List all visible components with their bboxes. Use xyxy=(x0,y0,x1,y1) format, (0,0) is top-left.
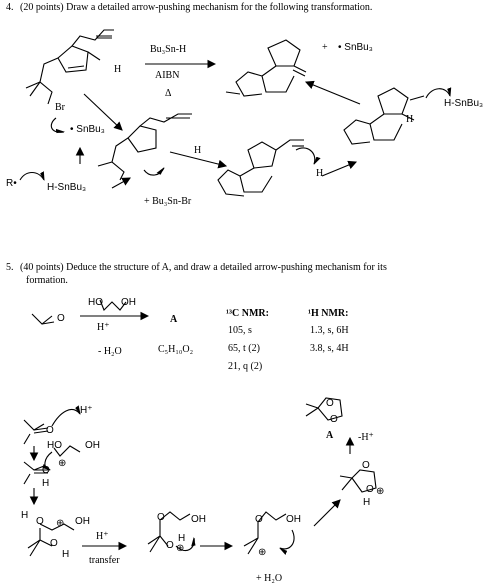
oxonium-o: O xyxy=(42,465,50,476)
mech-proton-transfer xyxy=(148,512,194,552)
label-a: A xyxy=(170,314,178,325)
plus-3: ⊕ xyxy=(176,543,185,554)
h-snbu3-left: H-SnBu₃ xyxy=(47,182,87,193)
reagent-bu3snh: Bu₃Sn-H xyxy=(150,44,187,55)
int5-h: H xyxy=(363,497,371,508)
radical-intermediate-2 xyxy=(218,140,315,196)
oxonium-h: H xyxy=(42,478,50,489)
int3-oh: OH xyxy=(191,514,206,525)
r-radical: R• xyxy=(6,178,17,189)
plus-4: ⊕ xyxy=(258,547,267,558)
mech-product-dioxolane xyxy=(306,398,342,420)
int3-h: H xyxy=(178,533,186,544)
product-triquinane xyxy=(226,40,306,96)
mech-acetone xyxy=(24,410,80,444)
int4-oh: OH xyxy=(286,514,301,525)
prod-o1: O xyxy=(326,398,334,409)
int2-h: H xyxy=(21,510,29,521)
h-snbu3-right: H-SnBu₃ xyxy=(444,98,484,109)
int3-o2: O xyxy=(166,540,174,551)
water-loss: - H₂O xyxy=(98,346,122,357)
int4-o: O xyxy=(255,514,263,525)
c13-row-3: 21, q (2) xyxy=(228,361,263,372)
int5-o2: O xyxy=(366,484,374,495)
q5-prompt-line1: (40 points) Deduce the structure of A, and draw a detailed arrow-pushing mechanism for its xyxy=(20,262,387,273)
acetone-reagent xyxy=(32,314,54,324)
mech-protonated-dioxolane xyxy=(340,470,376,492)
h-right-alkyne: H xyxy=(316,168,324,179)
prod-label-a: A xyxy=(326,430,334,441)
byproduct-bu3snbr: + Bu₃Sn-Br xyxy=(144,196,192,207)
int2-oh: OH xyxy=(75,516,90,527)
int2-h2: H xyxy=(62,549,70,560)
product-plus: + xyxy=(322,42,328,53)
plus-5: ⊕ xyxy=(376,486,385,497)
minus-h-plus: -H⁺ xyxy=(358,432,374,443)
h1-row-1: 1.3, s, 6H xyxy=(310,325,349,336)
int2-o1: O xyxy=(36,516,44,527)
int3-o: O xyxy=(157,512,165,523)
sn-radical-left: • SnBu₃ xyxy=(70,124,105,135)
c13-row-2: 65, t (2) xyxy=(228,343,260,354)
radical-intermediate-3 xyxy=(344,88,450,144)
reagent-aibn: AIBN xyxy=(155,70,180,81)
starting-material xyxy=(26,30,114,104)
radical-intermediate-1 xyxy=(98,114,192,180)
h-right-radical: H xyxy=(406,114,414,125)
diol-ho: HO xyxy=(47,440,62,451)
reagent-heat: Δ xyxy=(165,88,172,99)
reagent-diol-ho: HO xyxy=(88,297,103,308)
plus-2: ⊕ xyxy=(56,518,65,529)
transfer-label: transfer xyxy=(89,555,120,566)
h1-title: ¹H NMR: xyxy=(308,308,349,319)
c13-row-1: 105, s xyxy=(228,325,252,336)
plus-1: ⊕ xyxy=(58,458,67,469)
c13-title: ¹³C NMR: xyxy=(226,308,269,319)
h-mid-alkyne: H xyxy=(194,145,202,156)
prod-o2: O xyxy=(330,414,338,425)
q4-prompt: (20 points) Draw a detailed arrow-pushing mechanism for the following transformation. xyxy=(20,2,373,13)
mech-oxonium xyxy=(24,446,80,484)
catalyst-h-plus: H⁺ xyxy=(97,322,110,333)
q5-number: 5. xyxy=(6,262,14,273)
formula: C₅H₁₀O₂ xyxy=(158,344,194,355)
transfer-h: H⁺ xyxy=(96,531,109,542)
acetone-o: O xyxy=(46,425,54,436)
mech-oxocarbenium xyxy=(244,512,294,554)
atom-br: Br xyxy=(55,102,65,113)
h-vinyl-top: H xyxy=(114,64,122,75)
int2-o2: O xyxy=(50,538,58,549)
h1-row-2: 3.8, s, 4H xyxy=(310,343,349,354)
reagent-diol-oh: OH xyxy=(121,297,136,308)
q4-number: 4. xyxy=(6,2,14,13)
product-sn-radical: • SnBu₃ xyxy=(338,42,373,53)
acetone-o-reagent: O xyxy=(57,313,65,324)
diol-oh: OH xyxy=(85,440,100,451)
water-out: + H₂O xyxy=(256,573,283,584)
int5-o1: O xyxy=(362,460,370,471)
mech-hemiketal-protonated xyxy=(28,524,74,556)
h-plus-1: H⁺ xyxy=(80,405,93,416)
q5-prompt-line2: formation. xyxy=(26,275,68,286)
